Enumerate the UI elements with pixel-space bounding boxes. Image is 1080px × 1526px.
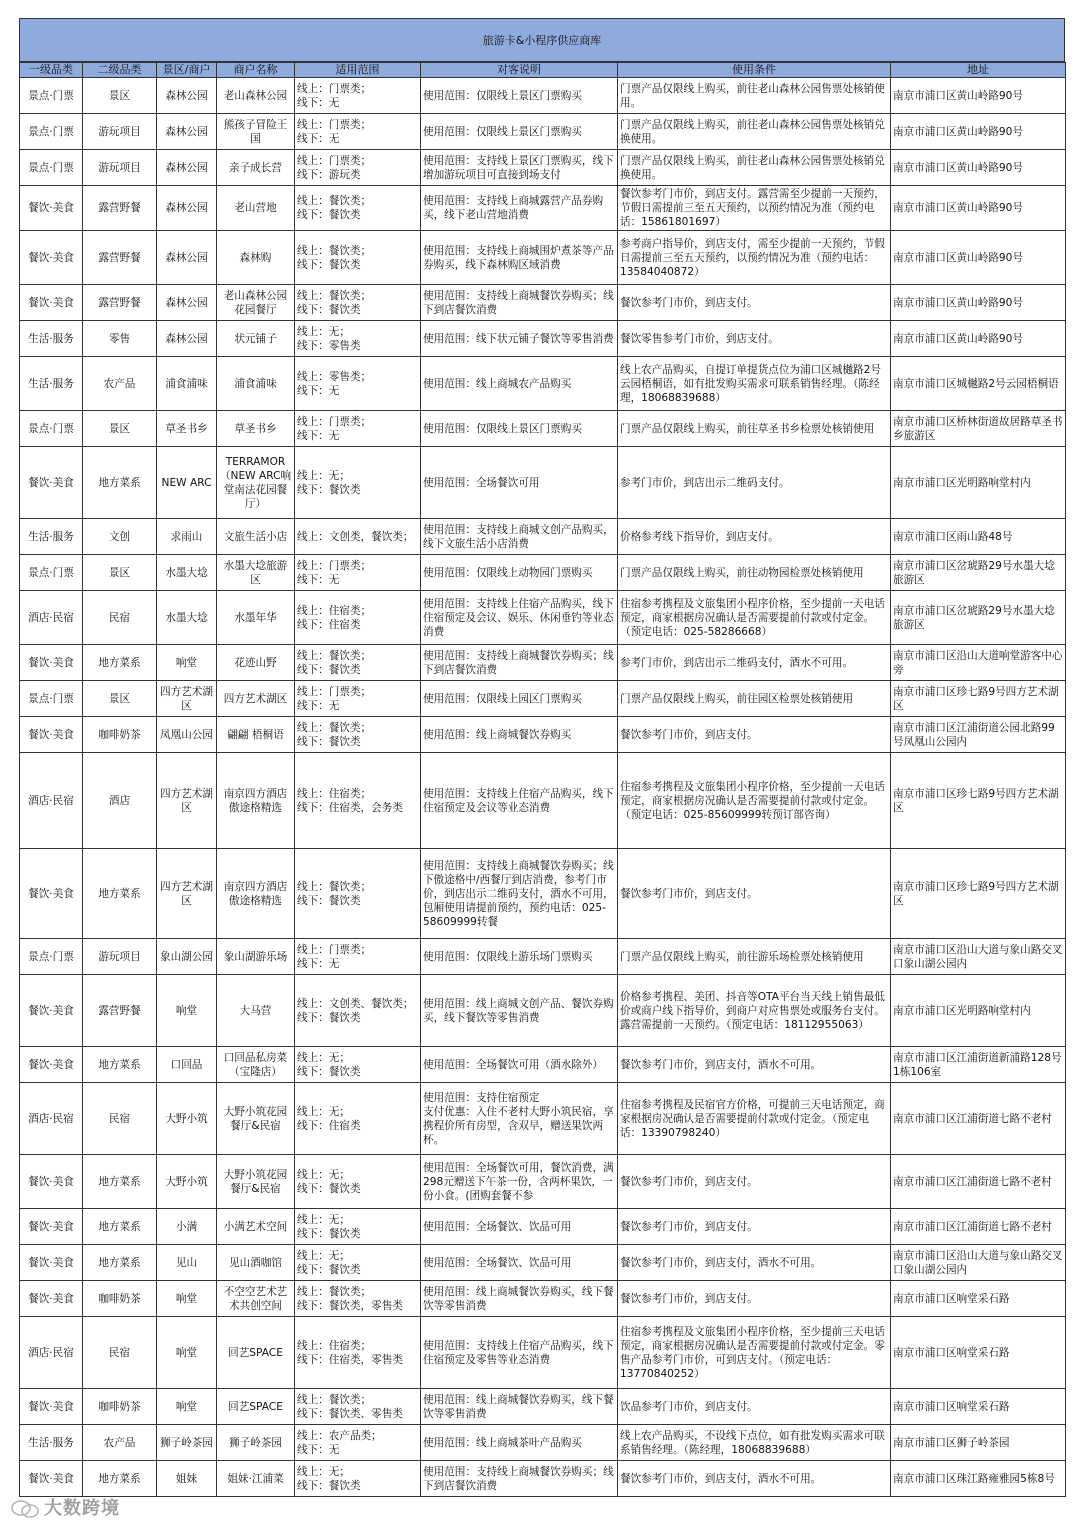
cell-address: 南京市浦口区城樾路2号云园梧桐语 — [891, 357, 1066, 411]
cell-address: 南京市浦口区黄山岭路90号 — [891, 150, 1066, 186]
cell-merchant-name: 小满艺术空间 — [217, 1209, 295, 1245]
cell-conditions: 线上农产品购买，不设线下点位，如有批发购买需求可联系销售经理。（陈经理，18068839688） — [618, 1425, 891, 1461]
sheet-title: 旅游卡&小程序供应商库 — [19, 18, 1065, 62]
table-row — [20, 231, 1066, 285]
cell-category-1: 景点·门票 — [20, 411, 83, 447]
cell-merchant-name: 老山森林公园花园餐厅 — [217, 285, 295, 321]
cell-scope: 线上：门票类； 线下：游玩类 — [295, 150, 421, 186]
cell-category-1: 酒店·民宿 — [20, 1083, 83, 1155]
cell-scenic-merchant: 凤凰山公园 — [157, 717, 217, 753]
cell-category-2: 零售 — [83, 321, 157, 357]
table-row — [20, 78, 1066, 114]
cell-conditions: 价格参考携程、美团、抖音等OTA平台当天线上销售最低价或商户线下指导价，到商户对应售票处或服务台支付。露营需提前一天预约。（预定电话：18112955063） — [618, 975, 891, 1047]
cell-category-2: 地方菜系 — [83, 1209, 157, 1245]
cell-scope: 线上：无； 线下：餐饮类 — [295, 1461, 421, 1497]
cell-address: 南京市浦口区桥林街道故居路草圣书乡旅游区 — [891, 411, 1066, 447]
cell-scenic-merchant: 响堂 — [157, 1389, 217, 1425]
cell-address: 南京市浦口区响堂采石路 — [891, 1389, 1066, 1425]
watermark-text: 大数跨境 — [44, 1498, 120, 1519]
cell-merchant-name: 状元铺子 — [217, 321, 295, 357]
table-row — [20, 285, 1066, 321]
cell-category-1: 餐饮·美食 — [20, 231, 83, 285]
table-row — [20, 321, 1066, 357]
cell-customer-note: 使用范围：线下状元铺子餐饮等零售消费 — [421, 321, 618, 357]
cell-customer-note: 使用范围：支持线上商城餐饮券购买；线下到店餐饮消费 — [421, 1461, 618, 1497]
cell-scope: 线上：无； 线下：住宿类 — [295, 1083, 421, 1155]
cell-address: 南京市浦口区黄山岭路90号 — [891, 186, 1066, 231]
cell-scope: 线上：农产品类； 线下：无 — [295, 1425, 421, 1461]
cell-scope: 线上：餐饮类； 线下：餐饮类 — [295, 717, 421, 753]
header-category-2: 二级品类 — [83, 63, 157, 78]
cell-conditions: 餐饮参考门市价，到店支付，酒水不可用。 — [618, 1461, 891, 1497]
cell-category-2: 游玩项目 — [83, 150, 157, 186]
cell-customer-note: 使用范围：全场餐饮可用，餐饮消费，满298元赠送下午茶一份，含两杯果饮，一份小食。(团购套餐不参 — [421, 1155, 618, 1209]
cell-category-1: 景点·门票 — [20, 114, 83, 150]
cell-merchant-name: 回艺SPACE — [217, 1389, 295, 1425]
cell-scope: 线上：无； 线下：餐饮类 — [295, 1209, 421, 1245]
cell-address: 南京市浦口区响堂采石路 — [891, 1317, 1066, 1389]
cell-scenic-merchant: 森林公园 — [157, 231, 217, 285]
cell-category-1: 景点·门票 — [20, 150, 83, 186]
cell-merchant-name: 大马营 — [217, 975, 295, 1047]
cell-category-1: 生活·服务 — [20, 1425, 83, 1461]
cell-category-2: 酒店 — [83, 753, 157, 849]
cell-category-1: 景点·门票 — [20, 555, 83, 591]
cell-customer-note: 使用范围：线上商城餐饮券购买 — [421, 717, 618, 753]
table-row — [20, 357, 1066, 411]
table-row — [20, 1317, 1066, 1389]
cell-merchant-name: 南京四方酒店傲途格精选 — [217, 753, 295, 849]
cell-address: 南京市浦口区珍七路9号四方艺术湖区 — [891, 753, 1066, 849]
cell-address: 南京市浦口区江浦街道七路不老村 — [891, 1155, 1066, 1209]
cell-scope: 线上：餐饮类； 线下：餐饮类 — [295, 186, 421, 231]
table-row — [20, 717, 1066, 753]
cell-scenic-merchant: 四方艺术湖区 — [157, 753, 217, 849]
cell-category-2: 民宿 — [83, 1083, 157, 1155]
table-row — [20, 186, 1066, 231]
cell-customer-note: 使用范围：线上商城文创产品、餐饮券购买，线下餐饮等零售消费 — [421, 975, 618, 1047]
cell-customer-note: 使用范围：全场餐饮可用 — [421, 447, 618, 519]
cell-category-1: 酒店·民宿 — [20, 591, 83, 645]
cell-scenic-merchant: 大野小筑 — [157, 1155, 217, 1209]
cell-conditions: 参考门市价，到店出示二维码支付。 — [618, 447, 891, 519]
cell-scenic-merchant: 森林公园 — [157, 186, 217, 231]
cell-merchant-name: 象山湖游乐场 — [217, 939, 295, 975]
cell-scope: 线上：门票类； 线下：无 — [295, 681, 421, 717]
cell-category-1: 餐饮·美食 — [20, 186, 83, 231]
table-row — [20, 681, 1066, 717]
cell-address: 南京市浦口区岔琥路29号水墨大埝旅游区 — [891, 591, 1066, 645]
cell-customer-note: 使用范围：仅限线上景区门票购买 — [421, 78, 618, 114]
cell-category-2: 咖啡奶茶 — [83, 1281, 157, 1317]
cell-customer-note: 使用范围：支持线上商城围炉煮茶等产品券购买，线下森林购区域消费 — [421, 231, 618, 285]
cell-category-1: 餐饮·美食 — [20, 975, 83, 1047]
cell-address: 南京市浦口区江浦街道七路不老村 — [891, 1209, 1066, 1245]
cell-category-1: 餐饮·美食 — [20, 1389, 83, 1425]
cell-merchant-name: 森林购 — [217, 231, 295, 285]
cell-scope: 线上：餐饮类； 线下：餐饮类、零售类 — [295, 1389, 421, 1425]
header-conditions: 使用条件 — [618, 63, 891, 78]
cell-scenic-merchant: 森林公园 — [157, 285, 217, 321]
cell-address: 南京市浦口区沿山大道与象山路交叉口象山湖公园内 — [891, 1245, 1066, 1281]
cell-address: 南京市浦口区光明路响堂村内 — [891, 447, 1066, 519]
cell-category-2: 农产品 — [83, 1425, 157, 1461]
cell-category-1: 餐饮·美食 — [20, 447, 83, 519]
cell-category-2: 露营野餐 — [83, 186, 157, 231]
cell-scope: 线上：餐饮类； 线下：餐饮类，零售类 — [295, 1281, 421, 1317]
cell-category-1: 餐饮·美食 — [20, 717, 83, 753]
cell-merchant-name: 老山营地 — [217, 186, 295, 231]
cell-address: 南京市浦口区江浦街道公园北路99号凤凰山公园内 — [891, 717, 1066, 753]
cell-category-2: 民宿 — [83, 1317, 157, 1389]
table-row — [20, 447, 1066, 519]
cell-customer-note: 使用范围：支持线上住宿产品购买，线下住宿预定及会议、娱乐、休闲垂钓等业态消费 — [421, 591, 618, 645]
header-row — [20, 63, 1066, 78]
table-row — [20, 1389, 1066, 1425]
cell-category-1: 景点·门票 — [20, 939, 83, 975]
cell-category-1: 生活·服务 — [20, 357, 83, 411]
header-scope: 适用范围 — [295, 63, 421, 78]
cell-conditions: 餐饮参考门市价，到店支付。 — [618, 1209, 891, 1245]
cell-scenic-merchant: 四方艺术湖区 — [157, 849, 217, 939]
cell-scenic-merchant: 狮子岭茶园 — [157, 1425, 217, 1461]
cell-scenic-merchant: 四方艺术湖区 — [157, 681, 217, 717]
header-scenic-merchant: 景区/商户 — [157, 63, 217, 78]
cell-category-2: 地方菜系 — [83, 645, 157, 681]
cell-category-1: 餐饮·美食 — [20, 1245, 83, 1281]
cell-merchant-name: 见山酒咖馆 — [217, 1245, 295, 1281]
cell-conditions: 餐饮零售参考门市价，到店支付。 — [618, 321, 891, 357]
cell-conditions: 门票产品仅限线上购买，前往动物园检票处核销使用 — [618, 555, 891, 591]
cell-scenic-merchant: 响堂 — [157, 645, 217, 681]
chat-bubbles-icon — [10, 1499, 40, 1519]
cell-merchant-name: 不空空艺术艺术共创空间 — [217, 1281, 295, 1317]
cell-conditions: 门票产品仅限线上购买，前往老山森林公园售票处核销兑换使用。 — [618, 150, 891, 186]
cell-merchant-name: 草圣书乡 — [217, 411, 295, 447]
table-row — [20, 150, 1066, 186]
table-row — [20, 1209, 1066, 1245]
header-address: 地址 — [891, 63, 1066, 78]
cell-address: 南京市浦口区黄山岭路90号 — [891, 231, 1066, 285]
cell-merchant-name: 文旅生活小店 — [217, 519, 295, 555]
cell-scenic-merchant: 森林公园 — [157, 78, 217, 114]
cell-scope: 线上：门票类； 线下：无 — [295, 555, 421, 591]
cell-scope: 线上：无； 线下：餐饮类 — [295, 1245, 421, 1281]
cell-category-2: 文创 — [83, 519, 157, 555]
cell-category-2: 地方菜系 — [83, 1047, 157, 1083]
table-body — [20, 78, 1066, 1497]
cell-scenic-merchant: 森林公园 — [157, 321, 217, 357]
cell-conditions: 价格参考线下指导价，到店支付。 — [618, 519, 891, 555]
cell-category-2: 景区 — [83, 555, 157, 591]
cell-scope: 线上：无； 线下：餐饮类 — [295, 447, 421, 519]
table-row — [20, 411, 1066, 447]
table-row — [20, 1047, 1066, 1083]
table-row — [20, 519, 1066, 555]
cell-scenic-merchant: 浦食浦味 — [157, 357, 217, 411]
cell-address: 南京市浦口区岔琥路29号水墨大埝旅游区 — [891, 555, 1066, 591]
cell-conditions: 餐饮参考门市价，到店支付，酒水不可用。 — [618, 1047, 891, 1083]
cell-merchant-name: 南京四方酒店傲途格精选 — [217, 849, 295, 939]
cell-scenic-merchant: 口回品 — [157, 1047, 217, 1083]
cell-customer-note: 使用范围：支持线上商城餐饮券购买；线下到店餐饮消费 — [421, 645, 618, 681]
cell-merchant-name: 亲子成长营 — [217, 150, 295, 186]
cell-customer-note: 使用范围：支持线上景区门票购买，线下增加游玩项目可直接到场支付 — [421, 150, 618, 186]
cell-merchant-name: 翩翩 梧桐语 — [217, 717, 295, 753]
cell-merchant-name: 大野小筑花园餐厅&民宿 — [217, 1083, 295, 1155]
cell-customer-note: 使用范围：线上商城茶叶产品购买 — [421, 1425, 618, 1461]
cell-scenic-merchant: 求雨山 — [157, 519, 217, 555]
cell-scope: 线上：餐饮类； 线下：餐饮类 — [295, 285, 421, 321]
cell-conditions: 线上农产品购买，自提订单提货点位为浦口区城樾路2号云园梧桐语，如有批发购买需求可联系销售经理。（陈经理，18068839688） — [618, 357, 891, 411]
cell-category-2: 游玩项目 — [83, 114, 157, 150]
cell-customer-note: 使用范围：支持住宿预定 支付优惠：入住不老村大野小筑民宿，享携程价所有房型，含双早，赠送果饮两杯。 — [421, 1083, 618, 1155]
cell-scenic-merchant: 森林公园 — [157, 114, 217, 150]
cell-scenic-merchant: 见山 — [157, 1245, 217, 1281]
cell-customer-note: 使用范围：线上商城农产品购买 — [421, 357, 618, 411]
cell-category-1: 餐饮·美食 — [20, 1281, 83, 1317]
cell-category-2: 景区 — [83, 78, 157, 114]
cell-scenic-merchant: 水墨大埝 — [157, 591, 217, 645]
table-row — [20, 555, 1066, 591]
cell-scope: 线上：无； 线下：餐饮类 — [295, 1155, 421, 1209]
cell-category-1: 景点·门票 — [20, 78, 83, 114]
table-row — [20, 849, 1066, 939]
cell-address: 南京市浦口区珠江路雍雅园5栋8号 — [891, 1461, 1066, 1497]
cell-conditions: 住宿参考携程及文旅集团小程序价格，至少提前一天电话预定，商家根据房况确认是否需要提前付款或付定金。（预定电话：025-58286668） — [618, 591, 891, 645]
cell-address: 南京市浦口区珍七路9号四方艺术湖区 — [891, 849, 1066, 939]
cell-scope: 线上：门票类； 线下：无 — [295, 411, 421, 447]
table-row — [20, 975, 1066, 1047]
cell-category-2: 咖啡奶茶 — [83, 717, 157, 753]
table-row — [20, 1461, 1066, 1497]
cell-address: 南京市浦口区雨山路48号 — [891, 519, 1066, 555]
cell-category-2: 咖啡奶茶 — [83, 1389, 157, 1425]
cell-conditions: 住宿参考携程及文旅集团小程序价格，至少提前三天电话预定，商家根据房况确认是否需要提前付款或付定金。零售产品参考门市价，可到店支付。（预定电话：13770840252） — [618, 1317, 891, 1389]
cell-category-1: 酒店·民宿 — [20, 753, 83, 849]
cell-scope: 线上：文创类、餐饮类； 线下：餐饮类 — [295, 975, 421, 1047]
table-row — [20, 1155, 1066, 1209]
cell-category-2: 游玩项目 — [83, 939, 157, 975]
cell-customer-note: 使用范围：支持线上商城文创产品购买，线下文旅生活小店消费 — [421, 519, 618, 555]
cell-category-2: 景区 — [83, 681, 157, 717]
cell-category-2: 地方菜系 — [83, 1461, 157, 1497]
table-row — [20, 753, 1066, 849]
cell-scenic-merchant: NEW ARC — [157, 447, 217, 519]
cell-address: 南京市浦口区江浦街道七路不老村 — [891, 1083, 1066, 1155]
cell-address: 南京市浦口区黄山岭路90号 — [891, 285, 1066, 321]
cell-category-2: 地方菜系 — [83, 1245, 157, 1281]
header-merchant-name: 商户名称 — [217, 63, 295, 78]
cell-category-1: 餐饮·美食 — [20, 849, 83, 939]
cell-conditions: 门票产品仅限线上购买，前往草圣书乡检票处核销使用 — [618, 411, 891, 447]
cell-conditions: 门票产品仅限线上购买，前往老山森林公园售票处核销使用。 — [618, 78, 891, 114]
cell-address: 南京市浦口区珍七路9号四方艺术湖区 — [891, 681, 1066, 717]
cell-customer-note: 使用范围：全场餐饮、饮品可用 — [421, 1245, 618, 1281]
cell-conditions: 餐饮参考门市价，到店支付。露营需至少提前一天预约，节假日需提前三至五天预约，以预约情况为准（预约电话：15861801697） — [618, 186, 891, 231]
cell-merchant-name: 回艺SPACE — [217, 1317, 295, 1389]
supplier-table — [19, 62, 1066, 1497]
cell-category-2: 露营野餐 — [83, 975, 157, 1047]
cell-customer-note: 使用范围：支持线上商城餐饮券购买；线下到店餐饮消费 — [421, 285, 618, 321]
cell-merchant-name: 老山森林公园 — [217, 78, 295, 114]
cell-conditions: 餐饮参考门市价，到店支付。 — [618, 717, 891, 753]
cell-category-1: 景点·门票 — [20, 681, 83, 717]
cell-scope: 线上：餐饮类； 线下：餐饮类 — [295, 231, 421, 285]
cell-scope: 线上：门票类； 线下：无 — [295, 939, 421, 975]
cell-merchant-name: 浦食浦味 — [217, 357, 295, 411]
cell-scope: 线上：门票类； 线下：无 — [295, 78, 421, 114]
cell-category-1: 生活·服务 — [20, 519, 83, 555]
cell-category-2: 露营野餐 — [83, 285, 157, 321]
cell-scope: 线上：门票类； 线下：无 — [295, 114, 421, 150]
cell-address: 南京市浦口区黄山岭路90号 — [891, 114, 1066, 150]
cell-conditions: 参考门市价，到店出示二维码支付，酒水不可用。 — [618, 645, 891, 681]
table-row — [20, 1245, 1066, 1281]
cell-conditions: 餐饮参考门市价，到店支付。 — [618, 1281, 891, 1317]
table-row — [20, 114, 1066, 150]
cell-scenic-merchant: 响堂 — [157, 1281, 217, 1317]
cell-category-2: 露营野餐 — [83, 231, 157, 285]
cell-customer-note: 使用范围：线上商城餐饮券购买，线下餐饮等零售消费 — [421, 1389, 618, 1425]
cell-merchant-name: 口回品私房菜（宝隆店） — [217, 1047, 295, 1083]
cell-address: 南京市浦口区光明路响堂村内 — [891, 975, 1066, 1047]
cell-merchant-name: 四方艺术湖区 — [217, 681, 295, 717]
cell-scope: 线上：无； 线下：餐饮类 — [295, 1047, 421, 1083]
cell-category-2: 地方菜系 — [83, 849, 157, 939]
cell-merchant-name: 花迹山野 — [217, 645, 295, 681]
cell-merchant-name: TERRAMOR（NEW ARC响堂南法花园餐厅） — [217, 447, 295, 519]
cell-conditions: 门票产品仅限线上购买，前往游乐场检票处核销使用 — [618, 939, 891, 975]
cell-scope: 线上：零售类； 线下：无 — [295, 357, 421, 411]
cell-scope: 线上：无； 线下：零售类 — [295, 321, 421, 357]
supplier-sheet — [19, 18, 1065, 1497]
cell-customer-note: 使用范围：仅限线上景区门票购买 — [421, 114, 618, 150]
cell-conditions: 餐饮参考门市价，到店支付。 — [618, 849, 891, 939]
cell-scenic-merchant: 大野小筑 — [157, 1083, 217, 1155]
table-row — [20, 939, 1066, 975]
cell-category-1: 生活·服务 — [20, 321, 83, 357]
cell-scope: 线上：餐饮类； 线下：餐饮类 — [295, 849, 421, 939]
cell-category-1: 餐饮·美食 — [20, 1461, 83, 1497]
table-row — [20, 1425, 1066, 1461]
cell-conditions: 饮品参考门市价，到店支付。 — [618, 1389, 891, 1425]
cell-conditions: 门票产品仅限线上购买，前往老山森林公园售票处核销兑换使用。 — [618, 114, 891, 150]
cell-category-2: 地方菜系 — [83, 447, 157, 519]
cell-merchant-name: 水墨大埝旅游区 — [217, 555, 295, 591]
cell-scenic-merchant: 象山湖公园 — [157, 939, 217, 975]
cell-customer-note: 使用范围：仅限线上游乐场门票购买 — [421, 939, 618, 975]
cell-address: 南京市浦口区沿山大道与象山路交叉口象山湖公园内 — [891, 939, 1066, 975]
cell-category-2: 民宿 — [83, 591, 157, 645]
cell-merchant-name: 狮子岭茶园 — [217, 1425, 295, 1461]
cell-category-1: 餐饮·美食 — [20, 1047, 83, 1083]
cell-merchant-name: 熊孩子冒险王国 — [217, 114, 295, 150]
table-row — [20, 591, 1066, 645]
cell-scope: 线上：餐饮类； 线下：餐饮类 — [295, 645, 421, 681]
cell-scenic-merchant: 水墨大埝 — [157, 555, 217, 591]
cell-address: 南京市浦口区江浦街道新浦路128号1栋106室 — [891, 1047, 1066, 1083]
cell-category-1: 餐饮·美食 — [20, 1209, 83, 1245]
cell-category-1: 餐饮·美食 — [20, 1155, 83, 1209]
cell-customer-note: 使用范围：支持线上住宿产品购买，线下住宿预定及零售等业态消费 — [421, 1317, 618, 1389]
cell-conditions: 餐饮参考门市价，到店支付，酒水不可用。 — [618, 1245, 891, 1281]
cell-customer-note: 使用范围：仅限线上景区门票购买 — [421, 411, 618, 447]
cell-category-2: 地方菜系 — [83, 1155, 157, 1209]
cell-scope: 线上：文创类，餐饮类； — [295, 519, 421, 555]
cell-customer-note: 使用范围：支持线上商城露营产品券购买，线下老山营地消费 — [421, 186, 618, 231]
cell-customer-note: 使用范围：仅限线上园区门票购买 — [421, 681, 618, 717]
cell-conditions: 门票产品仅限线上购买，前往园区检票处核销使用 — [618, 681, 891, 717]
cell-scope: 线上：住宿类； 线下：住宿类，会务类 — [295, 753, 421, 849]
cell-merchant-name: 姐妹·江浦菜 — [217, 1461, 295, 1497]
cell-customer-note: 使用范围：仅限线上动物园门票购买 — [421, 555, 618, 591]
cell-conditions: 住宿参考携程及文旅集团小程序价格，至少提前一天电话预定，商家根据房况确认是否需要提前付款或付定金。（预定电话：025-85609999转预订部咨询） — [618, 753, 891, 849]
cell-scope: 线上：住宿类； 线下：住宿类，零售类 — [295, 1317, 421, 1389]
header-customer-note: 对客说明 — [421, 63, 618, 78]
cell-conditions: 参考商户指导价，到店支付，需至少提前一天预约，节假日需提前三至五天预约，以预约情况为准（预约电话：13584040872） — [618, 231, 891, 285]
cell-scenic-merchant: 森林公园 — [157, 150, 217, 186]
table-row — [20, 1083, 1066, 1155]
table-row — [20, 1281, 1066, 1317]
cell-scenic-merchant: 小满 — [157, 1209, 217, 1245]
cell-category-1: 酒店·民宿 — [20, 1317, 83, 1389]
watermark — [10, 1494, 120, 1520]
cell-address: 南京市浦口区沿山大道响堂游客中心旁 — [891, 645, 1066, 681]
cell-address: 南京市浦口区黄山岭路90号 — [891, 321, 1066, 357]
cell-customer-note: 使用范围：支持线上住宿产品购买，线下住宿预定及会议等业态消费 — [421, 753, 618, 849]
cell-conditions: 餐饮参考门市价，到店支付。 — [618, 1155, 891, 1209]
cell-conditions: 餐饮参考门市价，到店支付。 — [618, 285, 891, 321]
cell-category-2: 农产品 — [83, 357, 157, 411]
cell-customer-note: 使用范围：全场餐饮可用（酒水除外） — [421, 1047, 618, 1083]
cell-merchant-name: 大野小筑花园餐厅&民宿 — [217, 1155, 295, 1209]
cell-customer-note: 使用范围：全场餐饮、饮品可用 — [421, 1209, 618, 1245]
cell-address: 南京市浦口区狮子岭茶园 — [891, 1425, 1066, 1461]
table-row — [20, 645, 1066, 681]
cell-address: 南京市浦口区响堂采石路 — [891, 1281, 1066, 1317]
cell-scenic-merchant: 响堂 — [157, 1317, 217, 1389]
cell-category-1: 餐饮·美食 — [20, 285, 83, 321]
cell-customer-note: 使用范围：线上商城餐饮券购买，线下餐饮等零售消费 — [421, 1281, 618, 1317]
cell-category-2: 景区 — [83, 411, 157, 447]
cell-merchant-name: 水墨年华 — [217, 591, 295, 645]
header-category-1: 一级品类 — [20, 63, 83, 78]
cell-conditions: 住宿参考携程及民宿官方价格，可提前三天电话预定，商家根据房况确认是否需要提前付款或付定金。（预定电话：13390798240） — [618, 1083, 891, 1155]
cell-scenic-merchant: 响堂 — [157, 975, 217, 1047]
cell-scenic-merchant: 姐妹 — [157, 1461, 217, 1497]
cell-scenic-merchant: 草圣书乡 — [157, 411, 217, 447]
cell-scope: 线上：住宿类； 线下：住宿类 — [295, 591, 421, 645]
cell-address: 南京市浦口区黄山岭路90号 — [891, 78, 1066, 114]
cell-category-1: 餐饮·美食 — [20, 645, 83, 681]
cell-customer-note: 使用范围：支持线上商城餐饮券购买；线下傲途格中/西餐厅到店消费，参考门市价，到店出示二维码支付，酒水不可用，包厢使用请提前预约，预约电话：025-58609999转餐 — [421, 849, 618, 939]
